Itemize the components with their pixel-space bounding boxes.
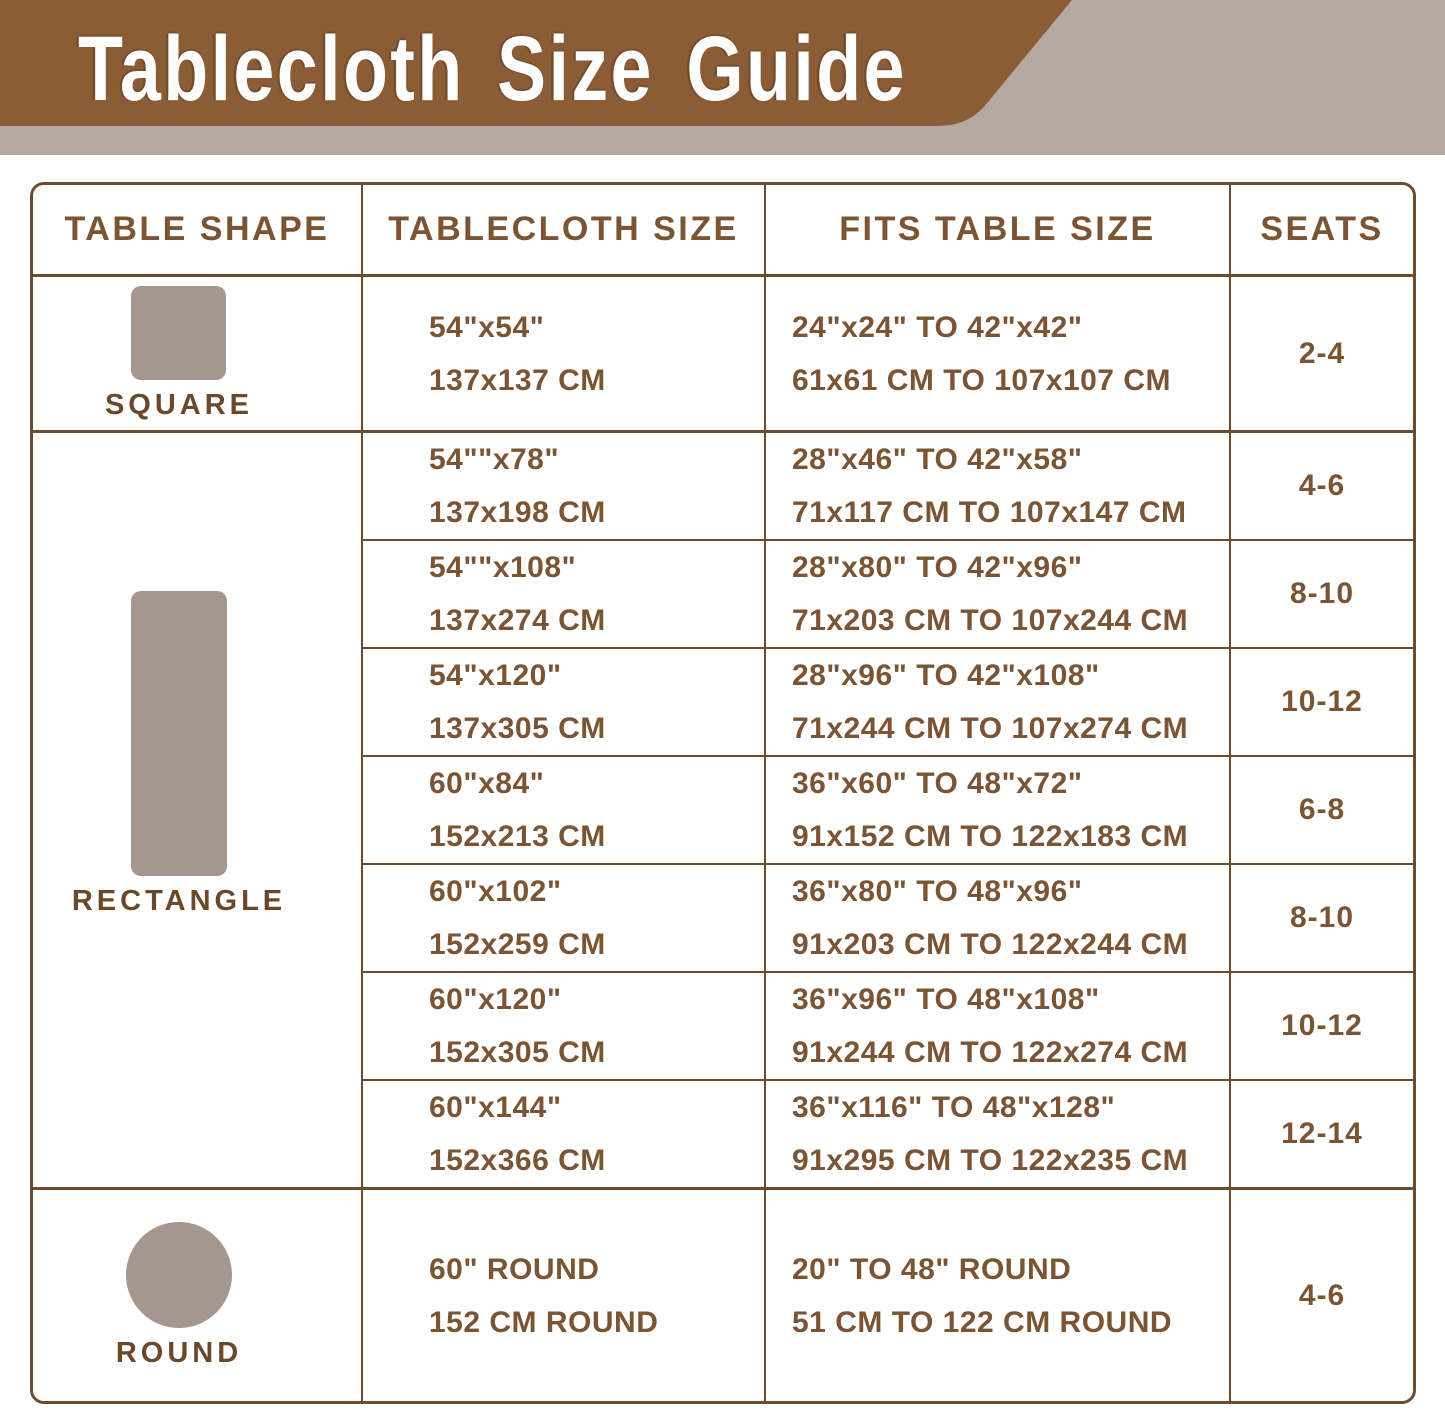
fits-table-size-cell: [766, 433, 1231, 541]
fits-table-size-cell: [766, 1081, 1231, 1190]
seats-cell: 2-4: [1231, 277, 1413, 433]
size-line-inches: 60"x120": [429, 983, 562, 1016]
fits-line-inches: 36"x116" TO 48"x128": [792, 1091, 1116, 1124]
col-header-tablecloth-size: TABLECLOTH SIZE: [363, 185, 766, 277]
seats-cell: 12-14: [1231, 1081, 1413, 1190]
shape-label-round: ROUND: [115, 1336, 243, 1369]
size-line-cm: 152x305 CM: [429, 1036, 606, 1069]
fits-line-cm: 91x203 CM TO 122x244 CM: [792, 928, 1189, 961]
tablecloth-size-cell: [363, 973, 766, 1081]
size-line-inches: 60"x102": [429, 875, 562, 908]
size-guide-table-grid: [33, 185, 1413, 1401]
fits-line-inches: 24"x24" TO 42"x42": [792, 310, 1083, 344]
table-row: [33, 433, 1413, 541]
table-row: [33, 1190, 1413, 1401]
seats-cell: 4-6: [1231, 1190, 1413, 1401]
circle-icon: [126, 1222, 232, 1328]
size-line-inches: 60"x84": [429, 767, 545, 800]
size-line-inches: 54""x78": [429, 443, 560, 476]
tablecloth-size-cell: [363, 1190, 766, 1401]
tablecloth-size-cell: [363, 433, 766, 541]
tablecloth-size-cell: [363, 1081, 766, 1190]
tablecloth-size-cell: [363, 277, 766, 433]
size-line-inches: 54"x54": [429, 310, 545, 344]
size-line-cm: 152 CM ROUND: [429, 1305, 659, 1339]
fits-line-inches: 36"x60" TO 48"x72": [792, 767, 1083, 800]
table-row: [33, 277, 1413, 433]
fits-line-inches: 36"x80" TO 48"x96": [792, 875, 1083, 908]
shape-label-rectangle: RECTANGLE: [71, 884, 287, 917]
shape-figure-round: [116, 1222, 242, 1370]
size-line-inches: 54"x120": [429, 659, 562, 692]
table-header-row: [33, 185, 1413, 277]
shape-cell-rectangle: [33, 433, 363, 1190]
fits-table-size-cell: [766, 865, 1231, 973]
col-header-table-shape: TABLE SHAPE: [33, 185, 363, 277]
size-line-cm: 137x198 CM: [429, 496, 606, 529]
seats-cell: 6-8: [1231, 757, 1413, 865]
size-line-cm: 137x137 CM: [429, 363, 606, 397]
square-icon: [131, 286, 226, 380]
size-line-cm: 152x213 CM: [429, 820, 606, 853]
fits-line-inches: 20" TO 48" ROUND: [792, 1252, 1072, 1286]
fits-line-cm: 71x117 CM TO 107x147 CM: [792, 496, 1187, 529]
shape-figure-square: [105, 286, 253, 422]
rectangle-icon: [131, 591, 227, 876]
seats-cell: 10-12: [1231, 973, 1413, 1081]
seats-cell: 10-12: [1231, 649, 1413, 757]
fits-line-inches: 28"x96" TO 42"x108": [792, 659, 1100, 692]
size-line-inches: 60"x144": [429, 1091, 562, 1124]
size-line-cm: 137x305 CM: [429, 712, 606, 745]
fits-table-size-cell: [766, 1190, 1231, 1401]
size-line-cm: 137x274 CM: [429, 604, 606, 637]
shape-cell-square: [33, 277, 363, 433]
fits-line-cm: 91x152 CM TO 122x183 CM: [792, 820, 1189, 853]
col-header-seats: SEATS: [1231, 185, 1413, 277]
fits-line-inches: 28"x80" TO 42"x96": [792, 551, 1083, 584]
fits-table-size-cell: [766, 757, 1231, 865]
tablecloth-size-cell: [363, 757, 766, 865]
shape-cell-round: [33, 1190, 363, 1401]
size-line-cm: 152x366 CM: [429, 1144, 606, 1177]
tablecloth-size-cell: [363, 541, 766, 649]
fits-line-cm: 91x244 CM TO 122x274 CM: [792, 1036, 1189, 1069]
fits-table-size-cell: [766, 649, 1231, 757]
seats-cell: 8-10: [1231, 541, 1413, 649]
shape-label-square: SQUARE: [104, 388, 254, 421]
size-guide-table: [30, 182, 1416, 1404]
seats-cell: 4-6: [1231, 433, 1413, 541]
size-line-inches: 54""x108": [429, 551, 577, 584]
col-header-fits-table-size: FITS TABLE SIZE: [766, 185, 1231, 277]
fits-table-size-cell: [766, 973, 1231, 1081]
fits-line-cm: 71x244 CM TO 107x274 CM: [792, 712, 1189, 745]
tablecloth-size-cell: [363, 865, 766, 973]
fits-line-inches: 28"x46" TO 42"x58": [792, 443, 1083, 476]
page-title: Tablecloth Size Guide: [78, 18, 907, 120]
fits-line-inches: 36"x96" TO 48"x108": [792, 983, 1100, 1016]
fits-line-cm: 71x203 CM TO 107x244 CM: [792, 604, 1189, 637]
fits-table-size-cell: [766, 541, 1231, 649]
seats-cell: 8-10: [1231, 865, 1413, 973]
shape-figure-rectangle: [72, 591, 286, 918]
size-line-inches: 60" ROUND: [429, 1252, 600, 1286]
header-banner: [0, 0, 1445, 155]
fits-line-cm: 91x295 CM TO 122x235 CM: [792, 1144, 1189, 1177]
fits-table-size-cell: [766, 277, 1231, 433]
tablecloth-size-cell: [363, 649, 766, 757]
fits-line-cm: 51 CM TO 122 CM ROUND: [792, 1305, 1173, 1339]
fits-line-cm: 61x61 CM TO 107x107 CM: [792, 363, 1171, 397]
size-line-cm: 152x259 CM: [429, 928, 606, 961]
